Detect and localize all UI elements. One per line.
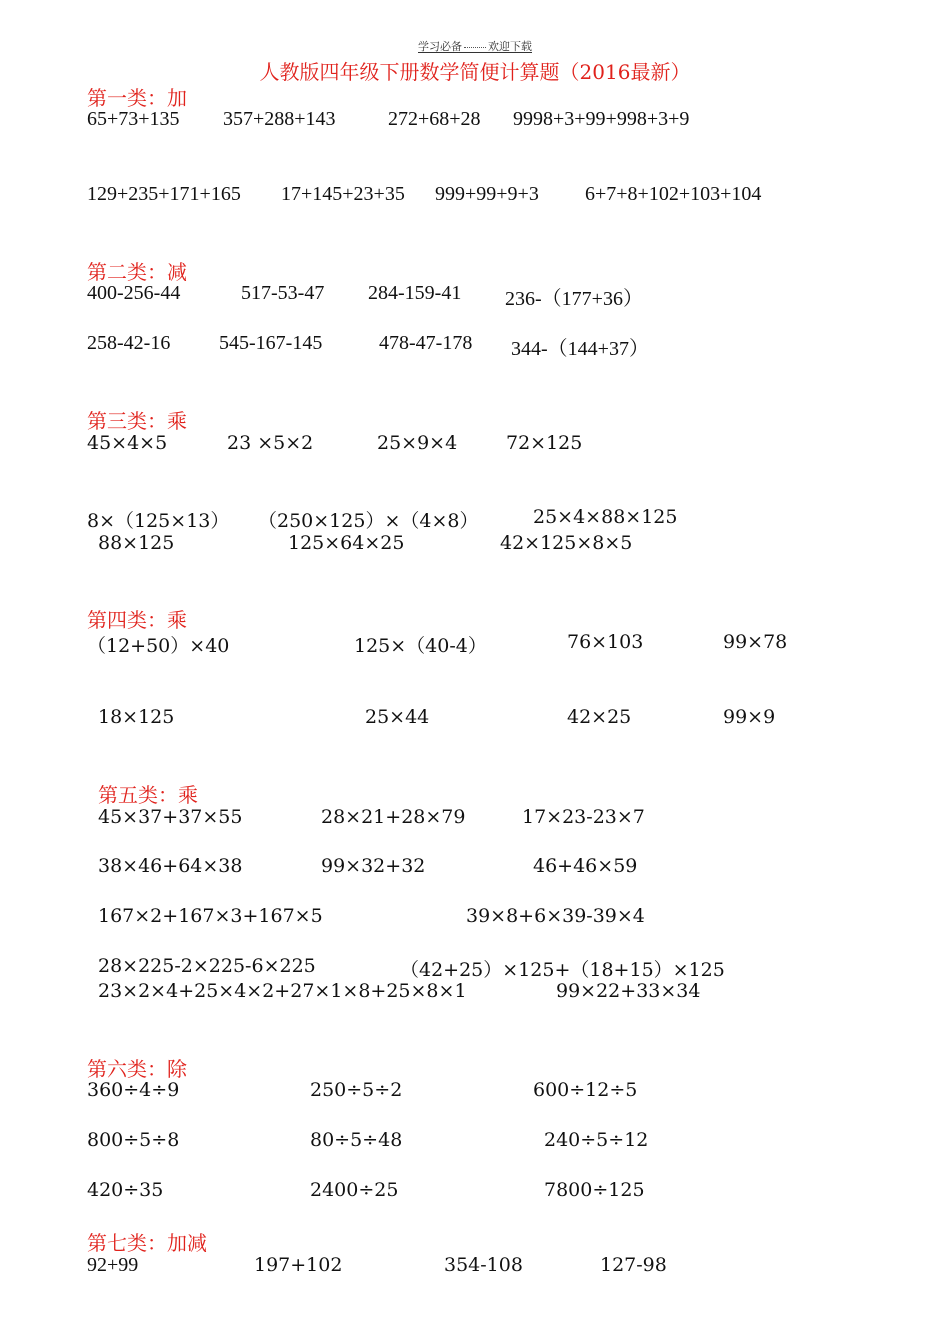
problem: 99×22+33×34 bbox=[556, 980, 701, 1002]
problem: 125×64×25 bbox=[288, 532, 405, 554]
problem: 25×4×88×125 bbox=[533, 506, 678, 528]
problem: 354-108 bbox=[444, 1254, 523, 1276]
document-title: 人教版四年级下册数学简便计算题（2016最新） bbox=[259, 60, 691, 84]
problem: 23 ×5×2 bbox=[227, 432, 314, 454]
problem: （250×125）×（4×8） bbox=[258, 510, 479, 532]
problem: 76×103 bbox=[567, 631, 644, 653]
problem: 17+145+23+35 bbox=[281, 183, 405, 205]
problem: 99×32+32 bbox=[321, 855, 426, 877]
problem: 46+46×59 bbox=[533, 855, 638, 877]
problem: 400-256-44 bbox=[87, 282, 181, 304]
problem: 42×25 bbox=[567, 706, 632, 728]
section-2-heading: 第二类：减 bbox=[87, 260, 187, 284]
header-rule bbox=[418, 52, 532, 53]
header-right: 欢迎下载 bbox=[488, 40, 532, 53]
problem: 236-（177+36） bbox=[505, 288, 643, 310]
problem: 45×37+37×55 bbox=[98, 806, 243, 828]
problem: 99×78 bbox=[723, 631, 788, 653]
problem: 80÷5÷48 bbox=[310, 1129, 403, 1151]
problem: （42+25）×125+（18+15）×125 bbox=[400, 959, 725, 981]
problem: 38×46+64×38 bbox=[98, 855, 243, 877]
problem: 28×21+28×79 bbox=[321, 806, 466, 828]
problem: 999+99+9+3 bbox=[435, 183, 539, 205]
problem: 545-167-145 bbox=[219, 332, 323, 354]
section-5-heading: 第五类：乘 bbox=[98, 783, 198, 807]
problem: 25×44 bbox=[365, 706, 430, 728]
section-1-heading: 第一类：加 bbox=[87, 86, 187, 110]
section-7-heading: 第七类：加减 bbox=[87, 1231, 207, 1255]
problem: 258-42-16 bbox=[87, 332, 171, 354]
problem: 127-98 bbox=[600, 1254, 667, 1276]
problem: 92+99 bbox=[87, 1254, 139, 1276]
problem: 197+102 bbox=[254, 1254, 343, 1276]
problem: 250÷5÷2 bbox=[310, 1079, 403, 1101]
problem: 6+7+8+102+103+104 bbox=[585, 183, 762, 205]
problem: 478-47-178 bbox=[379, 332, 473, 354]
problem: 167×2+167×3+167×5 bbox=[98, 905, 323, 927]
problem: 284-159-41 bbox=[368, 282, 462, 304]
problem: 72×125 bbox=[506, 432, 583, 454]
problem: 45×4×5 bbox=[87, 432, 168, 454]
problem: 65+73+135 bbox=[87, 108, 180, 130]
problem: 517-53-47 bbox=[241, 282, 325, 304]
problem: 23×2×4+25×4×2+27×1×8+25×8×1 bbox=[98, 980, 467, 1002]
problem: 129+235+171+165 bbox=[87, 183, 241, 205]
section-3-heading: 第三类：乘 bbox=[87, 409, 187, 433]
problem: 272+68+28 bbox=[388, 108, 481, 130]
problem: （12+50）×40 bbox=[87, 635, 230, 657]
problem: 600÷12÷5 bbox=[533, 1079, 638, 1101]
problem: 17×23-23×7 bbox=[522, 806, 645, 828]
problem: 125×（40-4） bbox=[354, 635, 487, 657]
problem: 2400÷25 bbox=[310, 1179, 399, 1201]
problem: 39×8+6×39-39×4 bbox=[466, 905, 645, 927]
section-4-heading: 第四类：乘 bbox=[87, 608, 187, 632]
problem: 7800÷125 bbox=[544, 1179, 645, 1201]
problem: 28×225-2×225-6×225 bbox=[98, 955, 316, 977]
problem: 420÷35 bbox=[87, 1179, 164, 1201]
problem: 18×125 bbox=[98, 706, 175, 728]
problem: 357+288+143 bbox=[223, 108, 336, 130]
problem: 800÷5÷8 bbox=[87, 1129, 180, 1151]
problem: 240÷5÷12 bbox=[544, 1129, 649, 1151]
problem: 360÷4÷9 bbox=[87, 1079, 180, 1101]
header-left: 学习必备 bbox=[418, 40, 462, 53]
problem: 344-（144+37） bbox=[511, 338, 649, 360]
problem: 88×125 bbox=[98, 532, 175, 554]
problem: 99×9 bbox=[723, 706, 776, 728]
problem: 9998+3+99+998+3+9 bbox=[513, 108, 690, 130]
problem: 25×9×4 bbox=[377, 432, 458, 454]
section-6-heading: 第六类：除 bbox=[87, 1057, 187, 1081]
problem: 42×125×8×5 bbox=[500, 532, 633, 554]
problem: 8×（125×13） bbox=[87, 510, 230, 532]
